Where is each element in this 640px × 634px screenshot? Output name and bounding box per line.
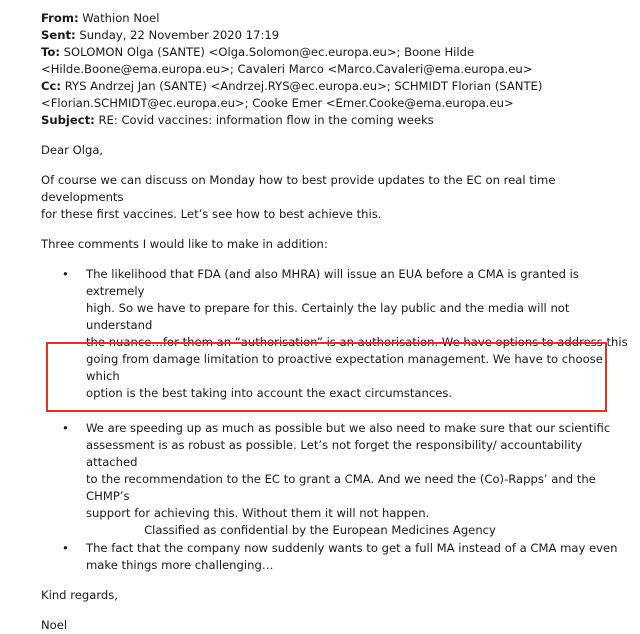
sent-value: Sunday, 22 November 2020 17:19 (79, 28, 280, 42)
subject-line (41, 112, 631, 129)
closing: Kind regards, (41, 588, 118, 602)
to-value-line2: <Hilde.Boone@ema.europa.eu>; Cavaleri Marco <Marco.Cavaleri@ema.europa.eu> (41, 62, 533, 76)
sent-line (41, 27, 631, 44)
highlight-box (46, 342, 607, 412)
cc-line-continued (41, 95, 631, 112)
intro-paragraph (41, 172, 619, 223)
to-line (41, 44, 631, 61)
comment-line: option is the best taking into account the exact circumstances. (86, 386, 453, 400)
cc-value-line2: <Florian.SCHMIDT@ec.europa.eu>; Cooke Emer <Emer.Cooke@ema.europa.eu> (41, 96, 514, 110)
sent-label: Sent: (41, 28, 76, 42)
greeting: Dear Olga, (41, 143, 104, 157)
to-label: To: (41, 45, 60, 59)
from-label: From: (41, 11, 79, 25)
cc-value-line1: RYS Andrzej Jan (SANTE) <Andrzej.RYS@ec.europa.eu>; SCHMIDT Florian (SANTE) (64, 79, 543, 93)
from-value: Wathion Noel (82, 11, 160, 25)
comment-line: to the recommendation to the EC to grant a CMA. And we need the (Co)-Rapps’ and the CHMP’s (86, 472, 596, 503)
bullet-icon: • (62, 541, 69, 555)
bullet-icon: • (62, 267, 69, 281)
subject-label: Subject: (41, 113, 95, 127)
comment-line: We are speeding up as much as possible but we also need to make sure that our scientific (86, 421, 611, 435)
email-document (41, 10, 631, 634)
comment-item-speeding-up (41, 420, 634, 522)
signature: Noel (41, 618, 68, 632)
comment-line: The fact that the company now suddenly wants to get a full MA instead of a CMA may even (86, 541, 618, 555)
bullet-icon: • (62, 421, 69, 435)
comment-line: The likelihood that FDA (and also MHRA) will issue an EUA before a CMA is granted is extremely (86, 267, 579, 298)
from-line (41, 10, 631, 27)
to-line-continued (41, 61, 631, 78)
comment-line: high. So we have to prepare for this. Certainly the lay public and the media will not understand (86, 301, 570, 332)
cc-line (41, 78, 631, 95)
comment-line: going from damage limitation to proactive expectation management. We have to choose which (86, 352, 603, 383)
intro-line: for these first vaccines. Let’s see how to best achieve this. (41, 207, 382, 221)
comment-line: support for achieving this. Without them it will not happen. (86, 506, 430, 520)
comments-intro: Three comments I would like to make in addition: (41, 237, 328, 251)
classification-footer: Classified as confidential by the European Medicines Agency (144, 523, 496, 537)
cc-label: Cc: (41, 79, 62, 93)
comment-item-full-ma (41, 540, 634, 574)
email-header (41, 10, 631, 129)
to-value-line1: SOLOMON Olga (SANTE) <Olga.Solomon@ec.europa.eu>; Boone Hilde (63, 45, 475, 59)
comment-line: the nuance…for them an “authorisation” is an authorisation. We have options to address this (86, 335, 628, 349)
comment-line: make things more challenging… (86, 558, 274, 572)
intro-line: Of course we can discuss on Monday how to best provide updates to the EC on real time developments (41, 173, 556, 204)
comment-line: assessment is as robust as possible. Let’s not forget the responsibility/ accountability attached (86, 438, 583, 469)
subject-value: RE: Covid vaccines: information flow in the coming weeks (98, 113, 434, 127)
